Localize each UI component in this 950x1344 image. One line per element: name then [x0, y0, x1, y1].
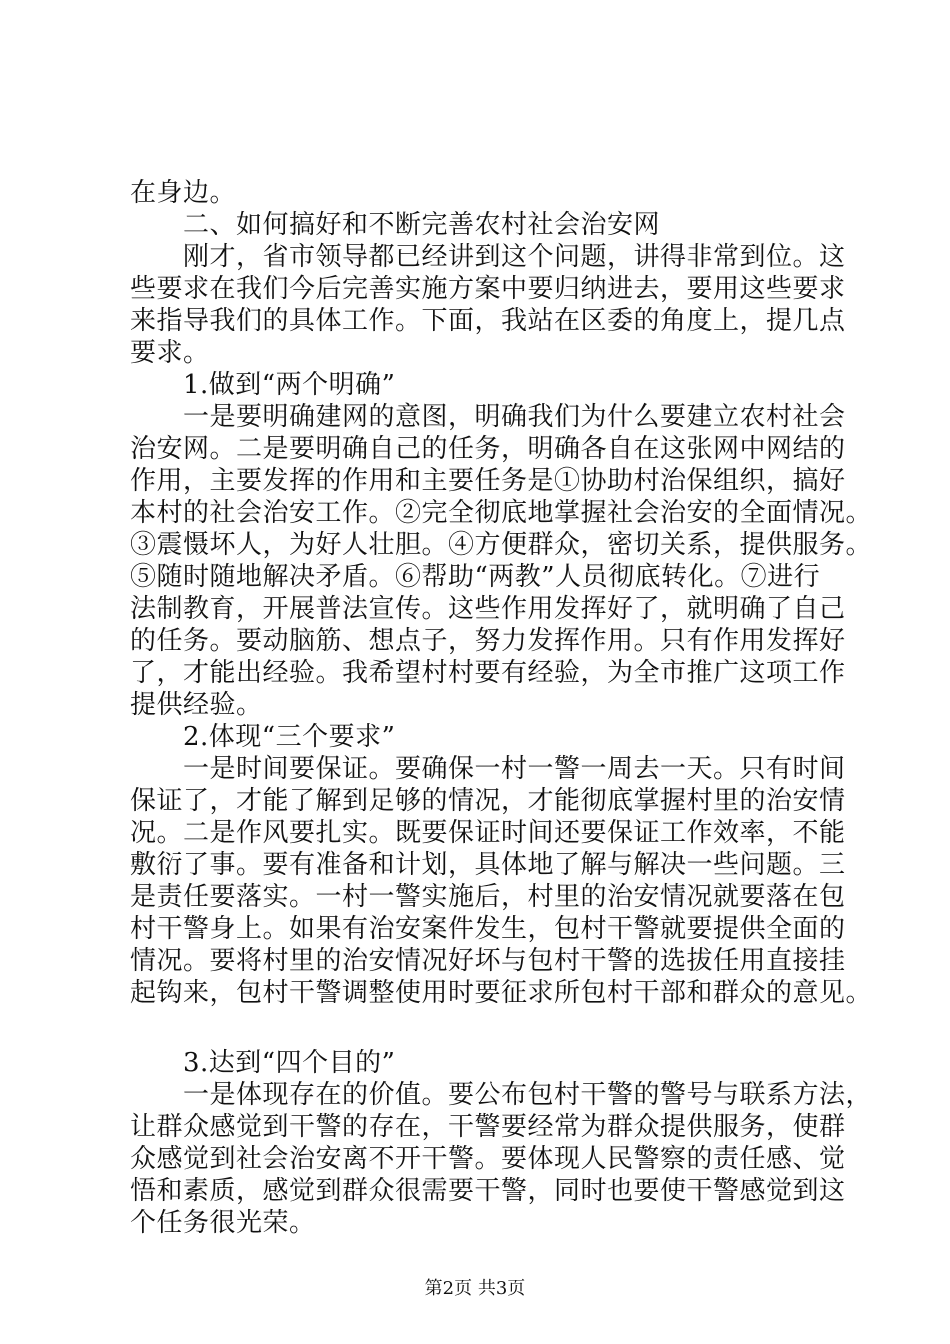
- paragraph-line: 提供经验。: [130, 690, 263, 720]
- paragraph-line: 敷衍了事。要有准备和计划，具体地了解与解决一些问题。三: [130, 850, 846, 880]
- paragraph-line: 让群众感觉到干警的存在，干警要经常为群众提供服务，使群: [130, 1112, 846, 1142]
- paragraph-line: 况。二是作风要扎实。既要保证时间还要保证工作效率，不能: [130, 818, 846, 848]
- paragraph-line: 村干警身上。如果有治安案件发生，包村干警就要提供全面的: [130, 914, 846, 944]
- paragraph-line: ⑤随时随地解决矛盾。⑥帮助“两教”人员彻底转化。⑦进行: [130, 562, 821, 592]
- paragraph-line: 治安网。二是要明确自己的任务，明确各自在这张网中网结的: [130, 434, 846, 464]
- paragraph-line: 了，才能出经验。我希望村村要有经验，为全市推广这项工作: [130, 658, 846, 688]
- paragraph-line: 个任务很光荣。: [130, 1208, 316, 1238]
- paragraph-line: 要求。: [130, 338, 210, 368]
- paragraph-line: ③震慑坏人，为好人壮胆。④方便群众，密切关系，提供服务。: [130, 530, 873, 560]
- section-heading: 二、如何搞好和不断完善农村社会治安网: [183, 210, 661, 240]
- paragraph-line: 来指导我们的具体工作。下面，我站在区委的角度上，提几点: [130, 306, 846, 336]
- paragraph-line: 些要求在我们今后完善实施方案中要归纳进去，要用这些要求: [130, 274, 846, 304]
- paragraph-line: 刚才，省市领导都已经讲到这个问题，讲得非常到位。这: [183, 242, 846, 272]
- paragraph-line: 起钩来，包村干警调整使用时要征求所包村干部和群众的意见。: [130, 978, 873, 1008]
- paragraph-line: 情况。要将村里的治安情况好坏与包村干警的选拔任用直接挂: [130, 946, 846, 976]
- paragraph-line: 一是要明确建网的意图，明确我们为什么要建立农村社会: [183, 402, 846, 432]
- page-footer: 第2页 共3页: [424, 1278, 526, 1299]
- paragraph-line: 本村的社会治安工作。②完全彻底地掌握社会治安的全面情况。: [130, 498, 873, 528]
- subsection-heading: 3.达到“四个目的”: [183, 1048, 396, 1078]
- subsection-heading: 2.体现“三个要求”: [183, 722, 396, 752]
- paragraph-line: 悟和素质，感觉到群众很需要干警，同时也要使干警感觉到这: [130, 1176, 846, 1206]
- paragraph-line: 在身边。: [130, 178, 237, 208]
- paragraph-line: 一是体现存在的价值。要公布包村干警的警号与联系方法，: [183, 1080, 873, 1110]
- paragraph-line: 的任务。要动脑筋、想点子，努力发挥作用。只有作用发挥好: [130, 626, 846, 656]
- paragraph-line: 法制教育，开展普法宣传。这些作用发挥好了，就明确了自己: [130, 594, 846, 624]
- paragraph-line: 保证了，才能了解到足够的情况，才能彻底掌握村里的治安情: [130, 786, 846, 816]
- subsection-heading: 1.做到“两个明确”: [183, 370, 396, 400]
- paragraph-line: 是责任要落实。一村一警实施后，村里的治安情况就要落在包: [130, 882, 846, 912]
- paragraph-line: 作用，主要发挥的作用和主要任务是①协助村治保组织，搞好: [130, 466, 846, 496]
- paragraph-line: 一是时间要保证。要确保一村一警一周去一天。只有时间: [183, 754, 846, 784]
- paragraph-line: 众感觉到社会治安离不开干警。要体现人民警察的责任感、觉: [130, 1144, 846, 1174]
